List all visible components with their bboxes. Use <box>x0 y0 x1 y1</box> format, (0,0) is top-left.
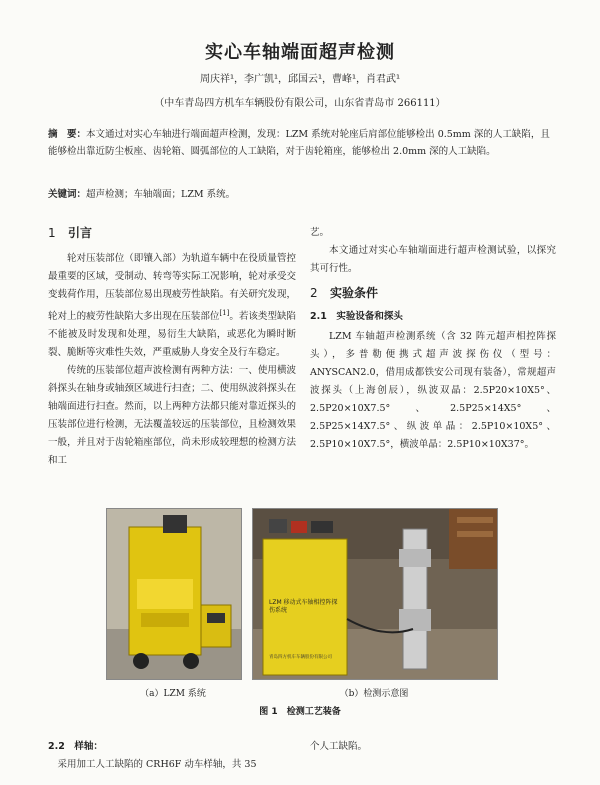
section-1-title: 引言 <box>68 226 93 240</box>
author-list: 周庆祥¹，李广凯¹，邱国云¹，曹峰¹，肖君武¹ <box>199 74 401 85</box>
specimen-paragraph-tail: 个人工缺陷。 <box>310 741 368 752</box>
intro-paragraph-1 <box>48 250 296 362</box>
citation-ref: [1] <box>219 309 230 317</box>
subsection-2-1-heading: 2.1 实验设备和探头 <box>310 311 403 322</box>
keywords-label: 关键词： <box>48 189 87 200</box>
abstract-text: 本文通过对实心车轴进行端面超声检测，发现：LZM 系统对轮座后肩部位能够检出 0.5mm 深的人工缺陷，且能够检出靠近防尘板座、齿轮箱、圆弧部位的人工缺陷，对于齿轮箱座，能够检出 2.0mm 深的人工缺陷。 <box>48 129 550 157</box>
equipment-paragraph: LZM 车轴超声检测系统（含 32 阵元超声相控阵探头），多普勒便携式超声波探伤仪（型号：ANYSCAN2.0，借用成都铁安公司现有装备），常规超声波探头（上海创辰），纵波双晶：2.5P20×10X5°、2.5P20×10X7.5°、2.5P25×14X5°、2.5P25×14X7.5°、纵波单晶：2.5P10×10X5°、2.5P10×10X7.5°，横波单晶：2.5P10×10X37°。 <box>310 331 556 450</box>
keywords-text: 超声检测；车轴端面；LZM 系统。 <box>86 189 236 200</box>
specimen-paragraph: 采用加工人工缺陷的 CRH6F 动车样轴，共 35 <box>57 759 257 770</box>
figure-b-photo <box>252 508 498 680</box>
device-label: LZM 移动式车轴相控阵探伤系统 <box>269 599 338 614</box>
right-column <box>310 224 556 454</box>
caption-a: （a）LZM 系统 <box>140 689 206 699</box>
affiliation: （中车青岛四方机车车辆股份有限公司，山东省青岛市 266111） <box>154 98 446 109</box>
intro-p2-tail: 艺。 <box>310 227 330 238</box>
inspection-scene-illustration <box>253 509 497 679</box>
device-sublabel: 青岛四方机车车辆股份有限公司 <box>269 655 332 660</box>
intro-p1-text: 轮对压装部位（即镶入部）为轨道车辆中在役质量管控最重要的区域，受制动、转弯等实际工况影响，轮对承受交变载荷作用，压装部位易出现疲劳性缺陷。有关研究发现，轮对上的疲劳性缺陷大多出现在压装部位 <box>48 253 296 323</box>
left-column <box>48 224 296 470</box>
abstract-label: 摘 要： <box>48 129 87 140</box>
section-2-title: 实验条件 <box>330 286 379 300</box>
figure-caption: 图 1 检测工艺装备 <box>259 707 341 717</box>
intro-p1-tail: 。若该类型缺陷不能被及时发现和处理，易衍生大缺陷，或恶化为瞬时断裂、脆断等灾难性失效，严重威胁人身安全及行车稳定。 <box>48 311 296 359</box>
section-2-number: 2 <box>310 286 318 300</box>
caption-b: （b）检测示意图 <box>339 689 409 699</box>
lzm-cart-illustration <box>107 509 241 679</box>
paper-title: 实心车轴端面超声检测 <box>205 42 395 63</box>
intro-paragraph-3: 本文通过对实心车轴端面进行超声检测试验，以探究其可行性。 <box>310 245 556 274</box>
keywords <box>48 186 556 200</box>
section-2-heading <box>310 284 556 302</box>
section-1-heading <box>48 224 296 242</box>
section-1-number: 1 <box>48 226 56 240</box>
abstract <box>48 126 556 160</box>
subsection-2-2-heading: 2.2 样轴： <box>48 741 103 752</box>
intro-paragraph-2: 传统的压装部位超声波检测有两种方法：一、使用横波斜探头在轴身或轴颈区域进行扫查；二、使用纵波斜探头在轴端面进行扫查。然而，以上两种方法都只能对靠近探头的压装部位进行检测，无法覆盖较远的压装部位，且检测效果一般，并且对于齿轮箱座部位，尚未形成较理想的检测方法和工 <box>48 365 296 467</box>
figure-a-photo <box>106 508 242 680</box>
